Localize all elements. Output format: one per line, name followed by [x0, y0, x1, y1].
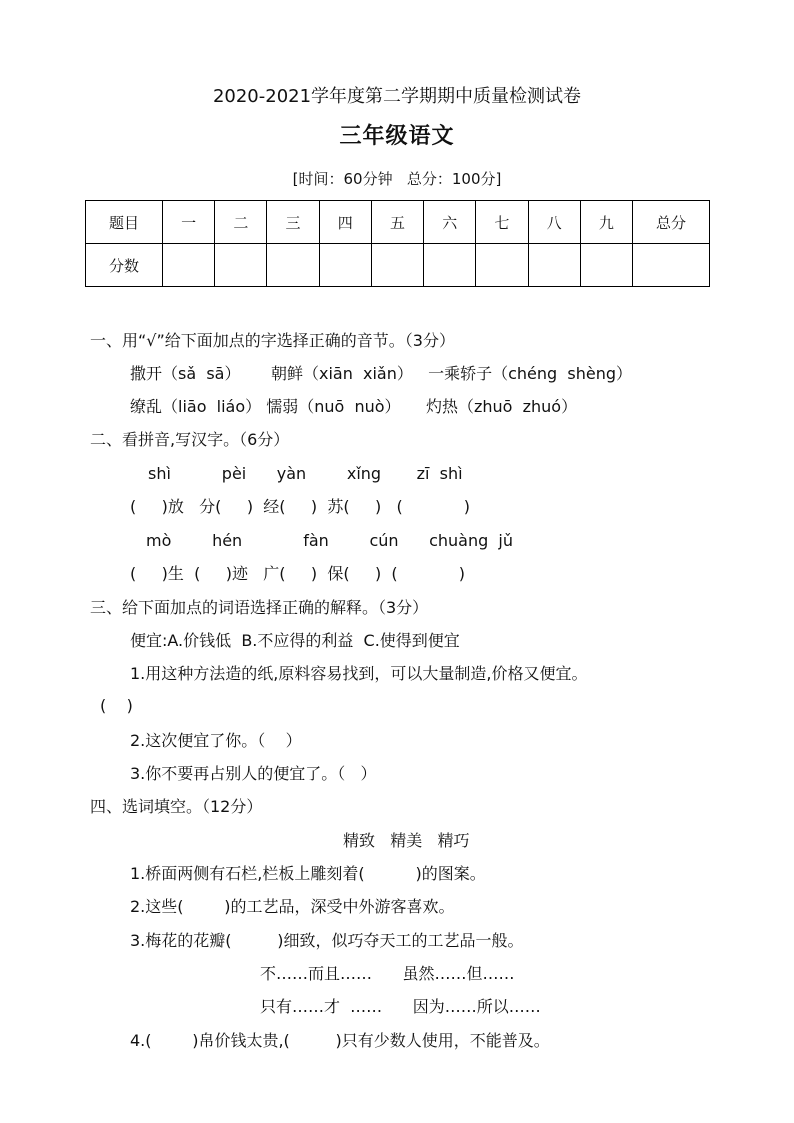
section2-heading: 二、看拼音,写汉字。（6分） [90, 430, 290, 449]
score-input-2[interactable] [215, 244, 267, 287]
section4-question2: 2.这些( )的工艺品，深受中外游客喜欢。 [130, 897, 455, 916]
section2-chars1: ( )放 分( ) 经( ) 苏( ) ( ) [130, 497, 471, 516]
score-input-8[interactable] [528, 244, 580, 287]
section1-line2: 缭乱（liāo liáo） 懦弱（nuō nuò） 灼热（zhuō zhuó） [130, 397, 578, 416]
score-cell-6: 六 [424, 201, 476, 244]
score-input-3[interactable] [267, 244, 319, 287]
score-cell-7: 七 [476, 201, 528, 244]
section3-question1-blank: ( ) [100, 696, 133, 715]
time-info: [时间：60分钟 总分：100分] [292, 170, 502, 188]
score-cell-label: 题目 [86, 201, 163, 244]
section4-question1: 1.桥面两侧有石栏,栏板上雕刻着( )的图案。 [130, 864, 486, 883]
exam-title: 2020-2021学年度第二学期期中质量检测试卷 [212, 86, 582, 107]
score-table [85, 200, 710, 287]
score-input-6[interactable] [424, 244, 476, 287]
score-cell-5: 五 [371, 201, 423, 244]
score-cell-4: 四 [319, 201, 371, 244]
score-table-header-row [86, 201, 710, 244]
section2-chars2: ( )生 ( )迹 广( ) 保( ) ( ) [130, 564, 465, 583]
score-input-1[interactable] [163, 244, 215, 287]
score-input-total[interactable] [633, 244, 710, 287]
score-input-5[interactable] [371, 244, 423, 287]
score-input-4[interactable] [319, 244, 371, 287]
score-cell-2: 二 [215, 201, 267, 244]
score-table-score-row [86, 244, 710, 287]
section4-conjunctions2: 只有……才 …… 因为……所以…… [260, 997, 541, 1016]
section4-conjunctions1: 不……而且…… 虽然……但…… [260, 964, 515, 983]
section1-heading: 一、用“√”给下面加点的字选择正确的音节。（3分） [90, 331, 455, 350]
section3-question2: 2.这次便宜了你。（ ） [130, 731, 302, 750]
section3-heading: 三、给下面加点的词语选择正确的解释。（3分） [90, 598, 429, 617]
section4-question3: 3.梅花的花瓣( )细致，似巧夺天工的工艺品一般。 [130, 931, 524, 950]
section4-word-choices: 精致 精美 精巧 [343, 831, 470, 850]
score-input-7[interactable] [476, 244, 528, 287]
score-cell-8: 八 [528, 201, 580, 244]
section1-line1: 撒开（sǎ sā） 朝鲜（xiān xiǎn） 一乘轿子（chéng shèng） [130, 364, 632, 383]
section3-question3: 3.你不要再占别人的便宜了。（ ） [130, 764, 377, 783]
score-cell-total: 总分 [633, 201, 710, 244]
section2-pinyin1: shì pèi yàn xǐng zī shì [148, 464, 463, 483]
section4-heading: 四、选词填空。（12分） [90, 797, 263, 816]
section2-pinyin2: mò hén fàn cún chuàng jǔ [146, 531, 514, 550]
section4-question4: 4.( )帛价钱太贵,( )只有少数人使用，不能普及。 [130, 1031, 550, 1050]
score-input-9[interactable] [580, 244, 632, 287]
section3-options: 便宜:A.价钱低 B.不应得的利益 C.使得到便宜 [130, 631, 460, 650]
subject-title: 三年级语文 [339, 123, 455, 149]
section3-question1: 1.用这种方法造的纸,原料容易找到，可以大量制造,价格又便宜。 [130, 664, 588, 683]
score-cell-3: 三 [267, 201, 319, 244]
score-cell-9: 九 [580, 201, 632, 244]
score-cell-1: 一 [163, 201, 215, 244]
score-row-label: 分数 [86, 244, 163, 287]
